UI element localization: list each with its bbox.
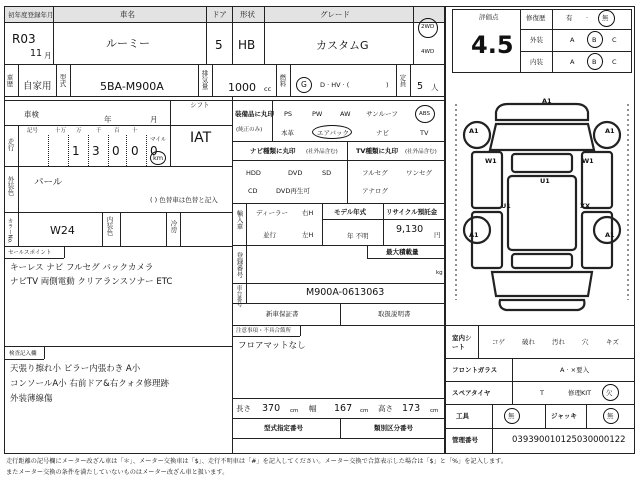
equip-tv: TV [420,129,429,137]
capacity-value: 5 [417,81,424,92]
model-year-label: モデル年式 [334,208,367,216]
first-reg-month: 11 [30,48,43,59]
shift-label: シフト [190,101,210,109]
interior-grade-label: 内装 [530,58,543,66]
diagram-mark-3: A1 [605,127,615,135]
spare-t: T [540,389,544,397]
mgmt-value: 039390010125030000122 [512,435,626,445]
chassis-label: 車台番号 [235,285,242,307]
odo-sub-3: 万 [76,128,82,134]
inspector-line-2: コンソールA小 右前ドア&右クォタ修理跡 [10,379,169,389]
left-rear-wheel-shape [464,217,490,243]
fuel-label: 燃料 [278,74,287,87]
shape-label: 形状 [240,10,255,19]
odo-sub-4: 千 [96,128,102,134]
navi-sub: (社外品含む) [306,149,338,155]
shift-value: IAT [190,130,212,146]
exterior-grade-c: C [612,36,617,44]
length-unit: cm [290,408,299,414]
navi-dvd: DVD [288,169,303,177]
shaken-label: 車検 [24,110,39,119]
displacement-value: 1000 [228,81,256,94]
navi-dvd-play: DVD再生可 [276,187,310,195]
width-value: 167 [334,403,353,414]
drive-4wd: 4WD [421,49,435,55]
repair-dot: · [586,14,589,22]
footer-line-1: 走行距離の記号欄にメーター改ざん車は「＊」、メーター交換車は「$」、走行不明車は「#」を記入してください。メーター交換で合算表示した場合は「$」と「%」を記入します。 [6,458,508,465]
odo-digit-2: 3 [92,144,100,158]
odo-digit-1: 1 [72,144,80,158]
color-change-note: ( ) 色替車は色替と記入 [150,196,218,204]
inspector-line-3: 外装薄線傷 [10,394,53,404]
height-unit: cm [430,408,439,414]
odo-digit-5: 0 [150,144,158,158]
repair-none: 無 [602,14,609,22]
equip-pw: PW [312,110,323,118]
model-label: 型式 [58,74,67,87]
door-label: ドア [212,10,227,19]
seat-burn: コゲ [492,338,505,346]
diagram-mark-9: A1 [469,231,479,239]
seat-scratch: キズ [606,338,619,346]
front-bumper-shape [496,104,588,120]
car-damage-diagram [452,90,632,320]
new-car-warranty: 新車保証書 [266,310,299,318]
repair-label: 修復歴 [526,14,546,22]
roof-shape [508,176,576,250]
capacity-label: 定員 [398,74,407,87]
score-value: 4.5 [471,31,514,59]
footer-line-2: またメーター交換の条件を満たしていないものはメーター改ざん車と扱います。 [6,469,229,476]
color-no-value: W24 [50,224,75,237]
odo-sub-2: 十万 [55,128,67,134]
equip-sunroof: サンルーフ [366,110,398,118]
displacement-unit: cc [264,85,272,93]
tv-title: TV種類に丸印 [356,147,398,155]
max-load-unit: kg [436,270,443,276]
chassis-value: M900A-0613063 [306,287,385,298]
seat-stain: 汚れ [552,338,565,346]
model-year-value: 年 不明 [347,232,369,240]
diagram-mark-10: A1 [605,231,615,239]
notes-title: 注意事項・不具合箇所 [236,328,292,334]
equip-abs: ABS [419,111,430,117]
odometer-label: 走行 [6,138,15,151]
first-reg-month-unit: 月 [44,51,52,60]
fuel-g: G [301,80,307,89]
class-label: 類別区分番号 [374,424,413,432]
import-parallel: 並行 [263,231,276,239]
diagram-mark-1: A1 [542,97,552,105]
odo-sub-5: 百 [114,128,120,134]
sales-points-line-2: ナビTV 両側電動 クリアランスソナー ETC [10,277,173,287]
inspector-title: 検査記入欄 [9,351,37,357]
fuel-other: D · HV · ( [320,81,350,89]
reg-no-label: 登録番号 [235,252,244,278]
rear-shape [492,272,592,296]
model-value: 5BA-M900A [100,80,164,93]
interior-color-label: 内装色 [105,216,114,236]
diagram-mark-5: W1 [582,157,594,165]
repair-yes: 有 [566,14,573,22]
door-value: 5 [215,38,223,52]
recycle-label: 冷房 [169,220,178,233]
glass-value: A · ×要入 [560,366,590,374]
first-reg-label: 初年度登録年月 [8,11,54,19]
seat-hole: 穴 [582,338,589,346]
color-no-label: カラーNo. [6,218,13,244]
odo-digit-4: 0 [131,144,139,158]
exterior-color-label: 外装色 [6,176,15,196]
import-left-handle: 左H [302,231,314,239]
equipment-sub-label: (純正のみ) [236,127,263,133]
right-front-wheel-shape [594,122,620,148]
diagram-mark-6: U1 [540,177,550,185]
import-right-handle: 右H [302,209,314,217]
import-dealer: ディーラー [256,209,288,217]
import-label: 輸入車 [235,210,244,230]
first-reg-value: R03 [12,32,36,46]
diagram-mark-8: XX [580,202,591,210]
seat-tear: 破れ [522,338,535,346]
tv-fullseg: フルセグ [362,169,388,177]
category-label: 車歴 [5,74,14,87]
mile-label: マイル [150,137,167,143]
tools-label: 工具 [456,412,469,420]
tv-sub: (社外品含む) [405,149,437,155]
seat-label: 室内シート [452,334,472,352]
odo-sub-1: 記号 [27,128,39,134]
shaken-year-unit: 年 [104,115,112,124]
jack-label: ジャッキ [551,412,577,420]
equip-airbag: エアバック [317,129,349,137]
width-unit: cm [360,408,369,414]
rear-glass-shape [512,254,572,268]
interior-grade-c: C [612,58,617,66]
interior-grade-b: B [592,58,597,66]
grade-value: カスタムG [316,39,369,52]
spare-label: スペアタイヤ [452,389,491,397]
right-rear-wheel-shape [594,217,620,243]
fuel-close: ) [386,81,389,89]
exterior-color-value: パール [34,177,63,188]
jack-value: 無 [607,412,614,420]
equipment-label: 装備品に丸印 [235,110,274,118]
diagram-mark-2: A1 [469,127,479,135]
exterior-grade-b: B [592,36,597,44]
length-value: 370 [262,403,281,414]
hood-shape [490,124,594,150]
capacity-unit: 人 [431,83,439,92]
type-cert-label: 型式指定番号 [264,424,303,432]
category-value: 自家用 [23,81,52,92]
sales-points-line-1: キーレス ナビ フルセグ バックカメラ [10,263,154,273]
odo-digit-3: 0 [112,144,120,158]
displacement-label: 排気量 [200,70,209,90]
sales-points-title: セールスポイント [8,250,52,256]
interior-grade-a: A [570,58,575,66]
diagram-mark-7: U1 [501,202,511,210]
width-label: 幅 [309,404,317,413]
windshield-shape [512,154,572,172]
shape-value: HB [238,38,256,52]
odo-sub-6: 十 [132,128,138,134]
equip-aw: AW [340,110,351,118]
shaken-month-unit: 月 [150,115,158,124]
navi-sd: SD [322,169,332,177]
diagram-mark-4: W1 [485,157,497,165]
mgmt-label: 管理番号 [452,436,478,444]
height-value: 173 [402,403,421,414]
exterior-grade-label: 外装 [530,36,543,44]
score-label: 評価点 [479,13,499,21]
left-front-wheel-shape [464,122,490,148]
spare-missing: 欠 [606,389,613,397]
navi-cd: CD [248,187,258,195]
car-name-label: 車名 [120,10,135,19]
exterior-grade-a: A [570,36,575,44]
grade-label: グレード [320,10,350,19]
recycle-fee-unit: 円 [434,231,441,239]
navi-title: ナビ種類に丸印 [250,147,296,155]
equip-navi: ナビ [376,129,389,137]
drive-2wd: 2WD [421,24,435,30]
recycle-fee-label: リサイクル預託金 [386,208,438,216]
equip-ps: PS [284,110,293,118]
length-label: 長さ [236,404,251,413]
inspector-line-1: 天張り擦れ小 ピラー内張わき A小 [10,364,141,374]
height-label: 高さ [378,404,393,413]
navi-hdd: HDD [246,169,261,177]
recycle-fee-value: 9,130 [396,224,424,235]
car-name-value: ルーミー [106,37,150,50]
glass-label: フロントガラス [452,366,498,374]
equip-leather: 本革 [281,129,294,137]
max-load-label: 最大積載量 [386,248,419,256]
km-label: km [153,154,164,162]
manual: 取扱説明書 [378,310,411,318]
tv-analog: アナログ [362,187,388,195]
spare-repair-kit: 修理KIT [568,389,592,397]
tools-value: 無 [508,412,515,420]
rear-bumper-shape [500,300,585,310]
tv-oneseg: ワンセグ [406,169,432,177]
notes-text: フロアマットなし [238,341,306,351]
